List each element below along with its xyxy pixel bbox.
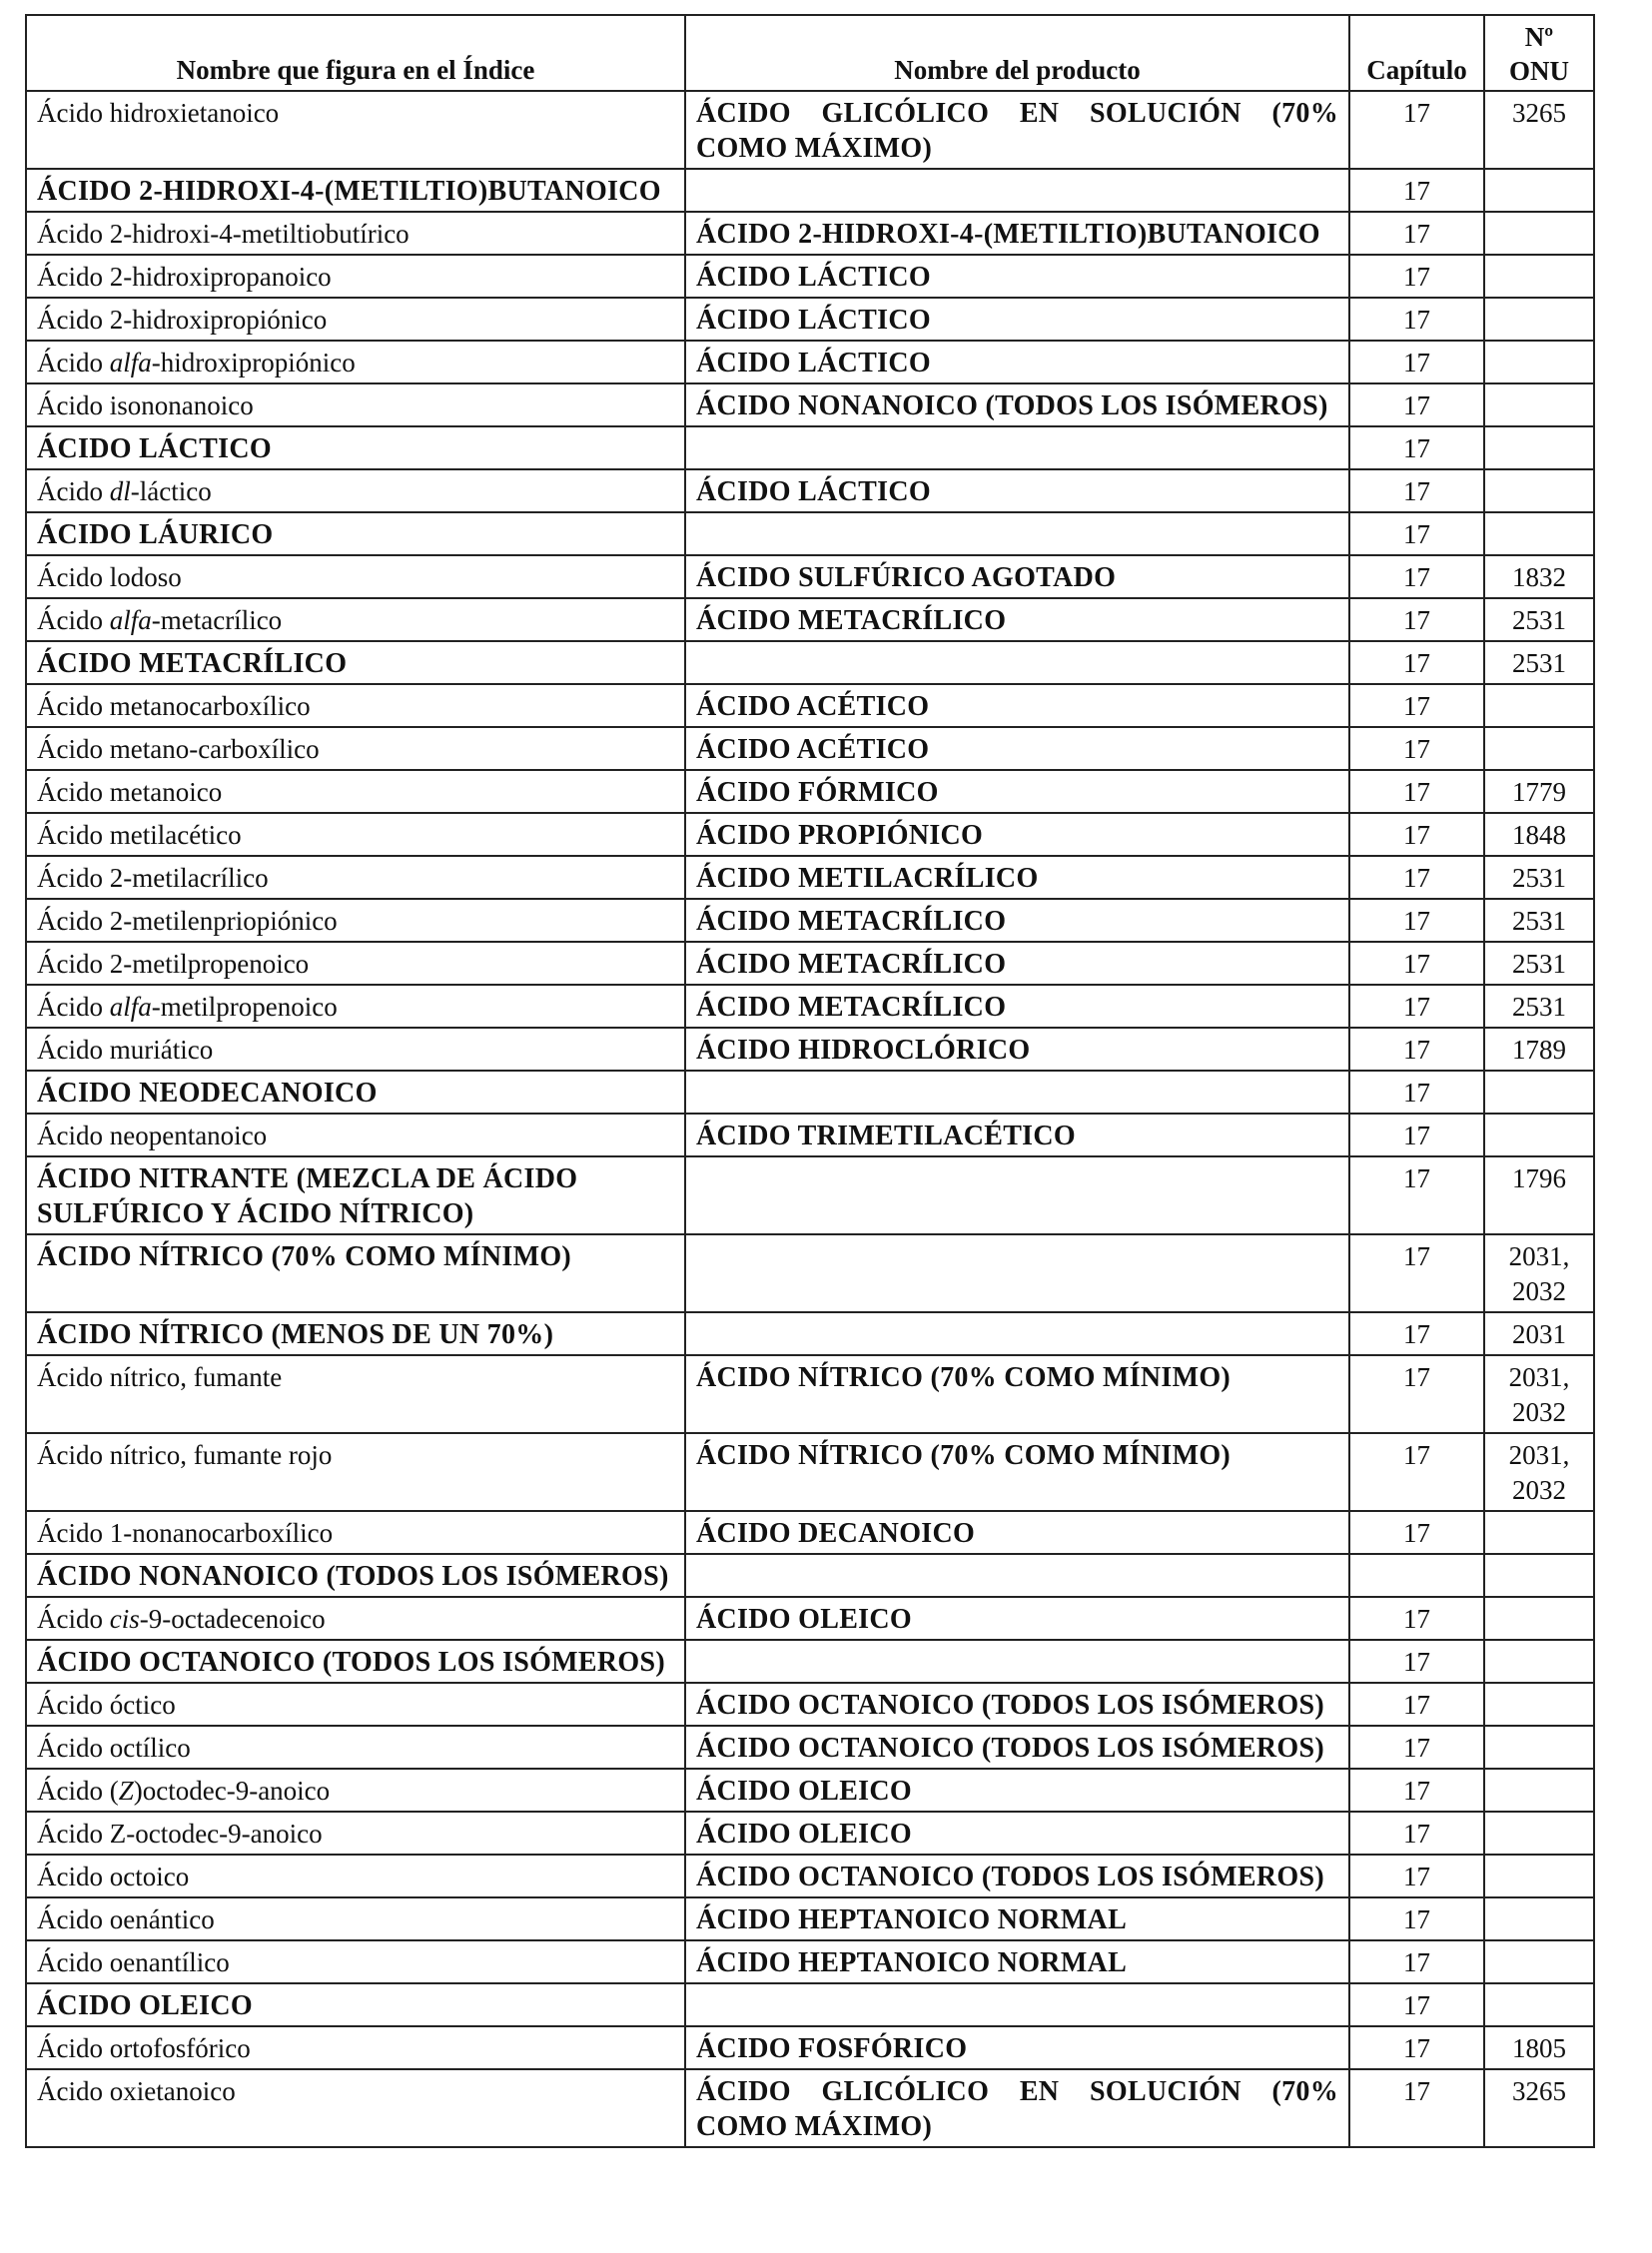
un-number-cell: [1484, 1640, 1594, 1683]
index-name-cell: [26, 641, 685, 684]
chapter-cell: 17: [1349, 2026, 1484, 2069]
table-row: [26, 1071, 1594, 1114]
index-name-text: Ácido lodoso: [37, 562, 182, 592]
index-name-suffix: )octodec-9-anoico: [133, 1776, 331, 1806]
index-name-text: ÁCIDO 2-HIDROXI-4-(METILTIO)BUTANOICO: [37, 176, 661, 207]
product-name-cell: ÁCIDO TRIMETILACÉTICO: [685, 1114, 1349, 1156]
un-header-line2: ONU: [1509, 56, 1569, 86]
un-number-header: [1484, 15, 1594, 91]
index-name-italic-prefix: alfa: [109, 348, 152, 377]
chapter-cell: 17: [1349, 942, 1484, 985]
table-row: [26, 1897, 1594, 1940]
table-row: [26, 727, 1594, 770]
product-name-cell: [685, 1983, 1349, 2026]
table-row: [26, 985, 1594, 1028]
un-number-cell: 3265: [1484, 2069, 1594, 2147]
index-name-text: Ácido muriático: [37, 1035, 214, 1065]
table-row: [26, 856, 1594, 899]
un-number-cell: 1832: [1484, 555, 1594, 598]
table-row: [26, 641, 1594, 684]
product-name-cell: ÁCIDO LÁCTICO: [685, 298, 1349, 341]
chapter-cell: 17: [1349, 1511, 1484, 1554]
index-name-italic-prefix: cis: [109, 1604, 140, 1634]
chapter-cell: 17: [1349, 1983, 1484, 2026]
index-name-text: Ácido isononanoico: [37, 390, 254, 420]
index-name-text: ÁCIDO NEODECANOICO: [37, 1078, 378, 1109]
chapter-cell: 17: [1349, 383, 1484, 426]
product-name-cell: ÁCIDO ACÉTICO: [685, 727, 1349, 770]
index-name-cell: [26, 298, 685, 341]
table-row: [26, 770, 1594, 813]
table-row: [26, 899, 1594, 942]
un-number-cell: [1484, 383, 1594, 426]
index-name-cell: [26, 1234, 685, 1312]
index-name-italic-prefix: Z: [118, 1776, 134, 1806]
table-row: [26, 1940, 1594, 1983]
un-number-cell: [1484, 1983, 1594, 2026]
un-number-cell: [1484, 1812, 1594, 1855]
un-number-cell: 2531: [1484, 856, 1594, 899]
index-name-suffix: -láctico: [130, 476, 212, 506]
chapter-cell: 17: [1349, 1855, 1484, 1897]
un-number-cell: [1484, 1554, 1594, 1597]
index-name-cell: [26, 1511, 685, 1554]
index-name-text: ÁCIDO LÁCTICO: [37, 433, 272, 464]
un-number-cell: [1484, 1511, 1594, 1554]
product-name-cell: ÁCIDO PROPIÓNICO: [685, 813, 1349, 856]
index-name-text: Ácido 2-hidroxi-4-metiltiobutírico: [37, 219, 410, 249]
index-name-text: Ácido óctico: [37, 1690, 176, 1720]
chapter-cell: 17: [1349, 684, 1484, 727]
table-row: [26, 684, 1594, 727]
product-name-cell: [685, 1071, 1349, 1114]
index-name-cell: [26, 1156, 685, 1234]
chapter-cell: [1349, 1554, 1484, 1597]
chapter-cell: 17: [1349, 1355, 1484, 1433]
index-name-text: Ácido oenantílico: [37, 1947, 230, 1977]
un-number-cell: [1484, 298, 1594, 341]
index-name-cell: [26, 1028, 685, 1071]
document-page: [25, 14, 1593, 2148]
chapter-cell: 17: [1349, 1071, 1484, 1114]
table-row: [26, 1769, 1594, 1812]
index-name-cell: [26, 1812, 685, 1855]
chapter-cell: 17: [1349, 1812, 1484, 1855]
product-name-cell: ÁCIDO LÁCTICO: [685, 341, 1349, 383]
index-name-text: Ácido hidroxietanoico: [37, 98, 280, 128]
product-name-cell: ÁCIDO OCTANOICO (TODOS LOS ISÓMEROS): [685, 1855, 1349, 1897]
product-name-cell: ÁCIDO METILACRÍLICO: [685, 856, 1349, 899]
table-row: [26, 555, 1594, 598]
table-row: [26, 2026, 1594, 2069]
index-name-header: Nombre que figura en el Índice: [26, 15, 685, 91]
index-name-cell: [26, 91, 685, 169]
un-number-cell: 3265: [1484, 91, 1594, 169]
table-row: [26, 426, 1594, 469]
un-number-cell: 2031, 2032: [1484, 1355, 1594, 1433]
index-name-cell: [26, 1983, 685, 2026]
un-header-line1: Nº: [1524, 22, 1554, 52]
product-name-cell: ÁCIDO OLEICO: [685, 1597, 1349, 1640]
table-header-row: [26, 15, 1594, 91]
chapter-cell: 17: [1349, 1940, 1484, 1983]
index-name-text: Ácido metanoico: [37, 777, 223, 807]
un-number-cell: 2531: [1484, 899, 1594, 942]
table-row: [26, 1812, 1594, 1855]
product-name-cell: ÁCIDO NÍTRICO (70% COMO MÍNIMO): [685, 1433, 1349, 1511]
table-row: [26, 1234, 1594, 1312]
un-number-cell: [1484, 1726, 1594, 1769]
index-name-cell: [26, 899, 685, 942]
index-name-text: Ácido metanocarboxílico: [37, 691, 311, 721]
table-row: [26, 1028, 1594, 1071]
un-number-cell: [1484, 1940, 1594, 1983]
index-name-suffix: -metacrílico: [151, 605, 283, 635]
index-name-text: ÁCIDO NÍTRICO (MENOS DE UN 70%): [37, 1319, 554, 1350]
chapter-cell: 17: [1349, 1726, 1484, 1769]
index-name-text: ÁCIDO METACRÍLICO: [37, 648, 348, 679]
index-name-text: Ácido nítrico, fumante: [37, 1362, 283, 1392]
un-number-cell: 1796: [1484, 1156, 1594, 1234]
product-name-cell: ÁCIDO LÁCTICO: [685, 255, 1349, 298]
un-number-cell: 2031: [1484, 1312, 1594, 1355]
un-number-cell: 1779: [1484, 770, 1594, 813]
chapter-cell: 17: [1349, 1640, 1484, 1683]
index-name-cell: [26, 1855, 685, 1897]
un-number-cell: [1484, 512, 1594, 555]
chapter-cell: 17: [1349, 813, 1484, 856]
index-name-text: ÁCIDO OCTANOICO (TODOS LOS ISÓMEROS): [37, 1647, 665, 1678]
table-row: [26, 512, 1594, 555]
table-row: [26, 813, 1594, 856]
table-row: [26, 1983, 1594, 2026]
chapter-cell: 17: [1349, 555, 1484, 598]
table-row: [26, 469, 1594, 512]
chapter-cell: 17: [1349, 341, 1484, 383]
table-row: [26, 942, 1594, 985]
chapter-cell: 17: [1349, 856, 1484, 899]
un-number-cell: 2531: [1484, 598, 1594, 641]
index-name-text: ÁCIDO OLEICO: [37, 1990, 253, 2021]
product-name-cell: ÁCIDO OLEICO: [685, 1769, 1349, 1812]
index-name-cell: [26, 212, 685, 255]
index-name-suffix: -9-octadecenoico: [139, 1604, 326, 1634]
index-name-cell: [26, 1554, 685, 1597]
index-name-suffix: -metilpropenoico: [151, 992, 338, 1022]
un-number-cell: [1484, 426, 1594, 469]
un-number-cell: 2531: [1484, 942, 1594, 985]
product-name-cell: [685, 1554, 1349, 1597]
table-row: [26, 383, 1594, 426]
table-row: [26, 298, 1594, 341]
product-name-cell: ÁCIDO OLEICO: [685, 1812, 1349, 1855]
chapter-cell: 17: [1349, 1156, 1484, 1234]
index-name-cell: [26, 512, 685, 555]
un-number-cell: [1484, 727, 1594, 770]
index-name-text: Ácido nítrico, fumante rojo: [37, 1440, 333, 1470]
index-name-cell: [26, 1897, 685, 1940]
chapter-cell: 17: [1349, 1597, 1484, 1640]
table-row: [26, 1640, 1594, 1683]
index-name-text: Ácido Z-octodec-9-anoico: [37, 1819, 323, 1849]
un-number-cell: 1848: [1484, 813, 1594, 856]
product-name-cell: ÁCIDO OCTANOICO (TODOS LOS ISÓMEROS): [685, 1726, 1349, 1769]
product-name-cell: ÁCIDO METACRÍLICO: [685, 899, 1349, 942]
index-name-text: Ácido: [37, 348, 110, 377]
index-name-cell: [26, 169, 685, 212]
index-name-italic-prefix: alfa: [109, 992, 152, 1022]
index-name-text: ÁCIDO LÁURICO: [37, 519, 274, 550]
index-name-text: ÁCIDO NITRANTE (MEZCLA DE ÁCIDO SULFÚRICO Y ÁCIDO NÍTRICO): [37, 1163, 578, 1229]
chapter-cell: 17: [1349, 91, 1484, 169]
table-row: [26, 255, 1594, 298]
product-name-cell: ÁCIDO LÁCTICO: [685, 469, 1349, 512]
product-name-cell: [685, 426, 1349, 469]
index-name-cell: [26, 598, 685, 641]
chapter-cell: 17: [1349, 985, 1484, 1028]
index-name-cell: [26, 1640, 685, 1683]
index-name-cell: [26, 856, 685, 899]
product-name-cell: [685, 169, 1349, 212]
product-name-cell: ÁCIDO METACRÍLICO: [685, 942, 1349, 985]
chapter-cell: 17: [1349, 2069, 1484, 2147]
product-name-cell: ÁCIDO DECANOICO: [685, 1511, 1349, 1554]
index-name-text: Ácido: [37, 605, 110, 635]
index-name-cell: [26, 255, 685, 298]
product-name-cell: [685, 1312, 1349, 1355]
index-name-suffix: -hidroxipropiónico: [151, 348, 356, 377]
un-number-cell: [1484, 1597, 1594, 1640]
table-row: [26, 1114, 1594, 1156]
index-name-text: Ácido octoico: [37, 1862, 190, 1891]
index-name-text: Ácido oenántico: [37, 1904, 215, 1934]
table-row: [26, 1355, 1594, 1433]
index-name-cell: [26, 1312, 685, 1355]
un-number-cell: 2031, 2032: [1484, 1433, 1594, 1511]
table-row: [26, 341, 1594, 383]
un-number-cell: [1484, 212, 1594, 255]
index-name-cell: [26, 1433, 685, 1511]
un-number-cell: [1484, 341, 1594, 383]
table-row: [26, 2069, 1594, 2147]
product-name-cell: ÁCIDO SULFÚRICO AGOTADO: [685, 555, 1349, 598]
chapter-cell: 17: [1349, 212, 1484, 255]
product-name-cell: [685, 1156, 1349, 1234]
product-name-cell: ÁCIDO OCTANOICO (TODOS LOS ISÓMEROS): [685, 1683, 1349, 1726]
index-name-cell: [26, 1683, 685, 1726]
index-name-cell: [26, 684, 685, 727]
index-name-text: Ácido 1-nonanocarboxílico: [37, 1518, 334, 1548]
table-row: [26, 1597, 1594, 1640]
index-name-cell: [26, 727, 685, 770]
chapter-cell: 17: [1349, 1769, 1484, 1812]
index-name-cell: [26, 2026, 685, 2069]
un-number-cell: 2531: [1484, 641, 1594, 684]
chapter-cell: 17: [1349, 512, 1484, 555]
table-row: [26, 1312, 1594, 1355]
index-name-cell: [26, 813, 685, 856]
chapter-cell: 17: [1349, 169, 1484, 212]
index-name-cell: [26, 1940, 685, 1983]
chapter-cell: 17: [1349, 899, 1484, 942]
product-name-cell: [685, 512, 1349, 555]
index-name-text: Ácido: [37, 1604, 110, 1634]
un-number-cell: [1484, 1855, 1594, 1897]
index-name-text: Ácido 2-metilacrílico: [37, 863, 269, 893]
index-name-cell: [26, 1071, 685, 1114]
chapter-cell: 17: [1349, 770, 1484, 813]
un-number-cell: [1484, 1114, 1594, 1156]
un-number-cell: [1484, 1769, 1594, 1812]
un-number-cell: [1484, 684, 1594, 727]
index-name-text: ÁCIDO NÍTRICO (70% COMO MÍNIMO): [37, 1241, 572, 1272]
chapter-cell: 17: [1349, 1897, 1484, 1940]
un-number-cell: 1789: [1484, 1028, 1594, 1071]
chapter-cell: 17: [1349, 1312, 1484, 1355]
product-name-cell: ÁCIDO FÓRMICO: [685, 770, 1349, 813]
product-name-cell: ÁCIDO ACÉTICO: [685, 684, 1349, 727]
index-name-text: Ácido 2-metilpropenoico: [37, 949, 310, 979]
index-name-text: Ácido octílico: [37, 1733, 191, 1763]
product-name-cell: ÁCIDO METACRÍLICO: [685, 985, 1349, 1028]
table-row: [26, 598, 1594, 641]
chapter-cell: 17: [1349, 598, 1484, 641]
product-name-cell: ÁCIDO 2-HIDROXI-4-(METILTIO)BUTANOICO: [685, 212, 1349, 255]
index-name-text: Ácido metano-carboxílico: [37, 734, 320, 764]
product-name-cell: [685, 1234, 1349, 1312]
chapter-cell: 17: [1349, 1028, 1484, 1071]
product-name-cell: ÁCIDO HEPTANOICO NORMAL: [685, 1897, 1349, 1940]
table-row: [26, 212, 1594, 255]
index-name-text: Ácido oxietanoico: [37, 2076, 236, 2106]
index-name-text: Ácido metilacético: [37, 820, 242, 850]
product-name-cell: ÁCIDO NONANOICO (TODOS LOS ISÓMEROS): [685, 383, 1349, 426]
chapter-cell: 17: [1349, 255, 1484, 298]
index-name-text: Ácido: [37, 476, 110, 506]
index-name-text: Ácido: [37, 992, 110, 1022]
table-body: [26, 91, 1594, 2147]
index-name-cell: [26, 1355, 685, 1433]
un-number-cell: [1484, 1897, 1594, 1940]
chapter-cell: 17: [1349, 1683, 1484, 1726]
un-number-cell: [1484, 1683, 1594, 1726]
chemical-index-table: [25, 14, 1595, 2148]
chapter-cell: 17: [1349, 727, 1484, 770]
un-number-cell: 2531: [1484, 985, 1594, 1028]
product-name-cell: ÁCIDO FOSFÓRICO: [685, 2026, 1349, 2069]
chapter-cell: 17: [1349, 469, 1484, 512]
index-name-text: Ácido 2-hidroxipropiónico: [37, 305, 328, 335]
table-row: [26, 1726, 1594, 1769]
table-row: [26, 1511, 1594, 1554]
index-name-italic-prefix: alfa: [109, 605, 152, 635]
index-name-text: Ácido (: [37, 1776, 119, 1806]
index-name-text: Ácido ortofosfórico: [37, 2033, 251, 2063]
index-name-cell: [26, 942, 685, 985]
table-row: [26, 1683, 1594, 1726]
product-name-cell: [685, 641, 1349, 684]
chapter-cell: 17: [1349, 1234, 1484, 1312]
un-number-cell: 1805: [1484, 2026, 1594, 2069]
un-number-cell: 2031, 2032: [1484, 1234, 1594, 1312]
index-name-cell: [26, 555, 685, 598]
product-name-cell: ÁCIDO HIDROCLÓRICO: [685, 1028, 1349, 1071]
table-row: [26, 1433, 1594, 1511]
index-name-cell: [26, 770, 685, 813]
table-row: [26, 169, 1594, 212]
product-name-cell: ÁCIDO HEPTANOICO NORMAL: [685, 1940, 1349, 1983]
product-name-cell: [685, 1640, 1349, 1683]
chapter-cell: 17: [1349, 1114, 1484, 1156]
index-name-cell: [26, 985, 685, 1028]
un-number-cell: [1484, 169, 1594, 212]
table-row: [26, 1156, 1594, 1234]
chapter-cell: 17: [1349, 1433, 1484, 1511]
un-number-cell: [1484, 255, 1594, 298]
chapter-header: Capítulo: [1349, 15, 1484, 91]
index-name-cell: [26, 383, 685, 426]
index-name-italic-prefix: dl: [109, 476, 131, 506]
index-name-text: Ácido 2-metilenpriopiónico: [37, 906, 338, 936]
un-number-cell: [1484, 469, 1594, 512]
product-name-cell: ÁCIDO GLICÓLICO EN SOLUCIÓN (70% COMO MÁXIMO): [685, 91, 1349, 169]
index-name-text: ÁCIDO NONANOICO (TODOS LOS ISÓMEROS): [37, 1561, 669, 1592]
product-name-cell: ÁCIDO METACRÍLICO: [685, 598, 1349, 641]
un-number-cell: [1484, 1071, 1594, 1114]
index-name-cell: [26, 341, 685, 383]
product-name-cell: ÁCIDO GLICÓLICO EN SOLUCIÓN (70% COMO MÁXIMO): [685, 2069, 1349, 2147]
index-name-cell: [26, 1597, 685, 1640]
chapter-cell: 17: [1349, 426, 1484, 469]
index-name-text: Ácido neopentanoico: [37, 1121, 268, 1150]
chapter-cell: 17: [1349, 641, 1484, 684]
index-name-cell: [26, 2069, 685, 2147]
table-row: [26, 1855, 1594, 1897]
index-name-cell: [26, 469, 685, 512]
product-name-cell: ÁCIDO NÍTRICO (70% COMO MÍNIMO): [685, 1355, 1349, 1433]
index-name-cell: [26, 1114, 685, 1156]
index-name-cell: [26, 426, 685, 469]
index-name-cell: [26, 1769, 685, 1812]
index-name-cell: [26, 1726, 685, 1769]
product-name-header: Nombre del producto: [685, 15, 1349, 91]
table-row: [26, 1554, 1594, 1597]
index-name-text: Ácido 2-hidroxipropanoico: [37, 262, 332, 292]
table-row: [26, 91, 1594, 169]
chapter-cell: 17: [1349, 298, 1484, 341]
